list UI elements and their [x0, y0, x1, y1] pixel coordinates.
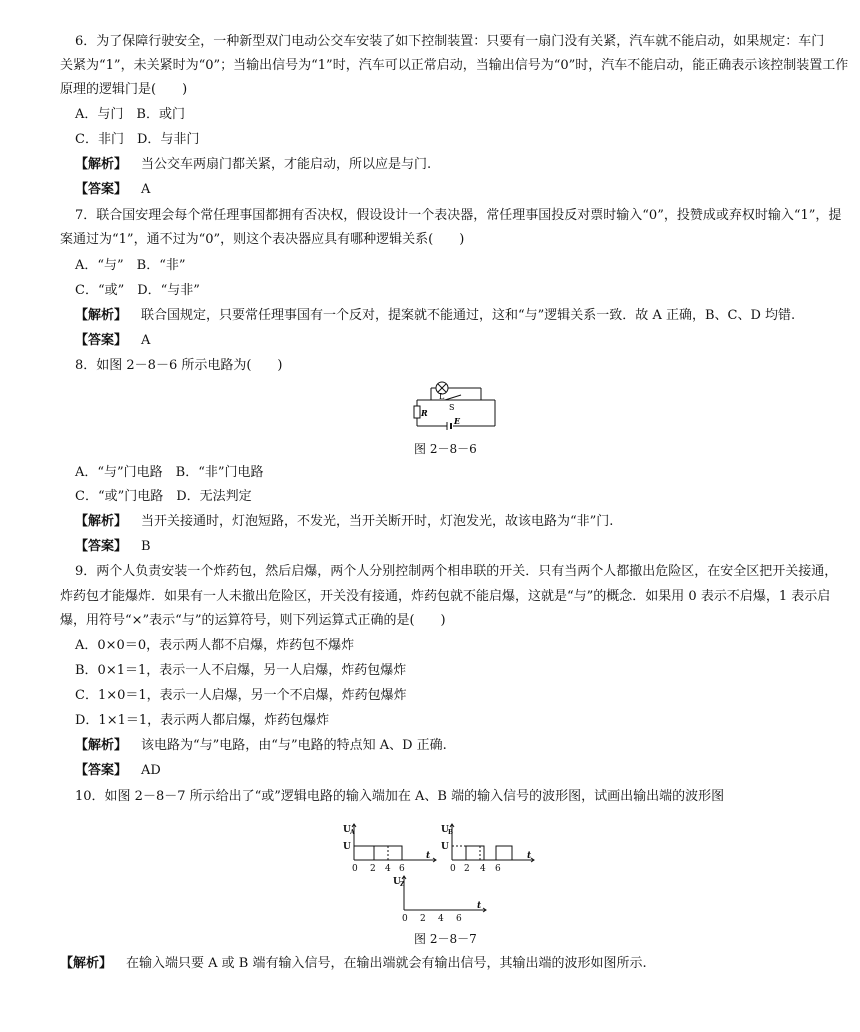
uz-tick-2: 2 [420, 914, 426, 924]
q9-line3: 爆，用符号“×”表示“与”的运算符号，则下列运算式正确的是( ) [60, 613, 446, 628]
q8-analysis [75, 510, 845, 534]
q9-answer [75, 759, 845, 783]
q7-line2: 案通过为“1”，通不过为“0”，则这个表决器应具有哪种逻辑关系( ) [60, 232, 465, 247]
q8-line1: 8．如图 2－8－6 所示电路为( ) [75, 358, 283, 373]
q9-option-c: C．1×0＝1，表示一人启爆，另一个不启爆，炸药包爆炸 [75, 688, 407, 703]
q7-options-cd: C．“或” D．“与非” [75, 283, 200, 298]
analysis-label: 【解析】 [60, 956, 113, 971]
uz-axis-label: U [393, 877, 401, 887]
ub-t-label: t [527, 851, 532, 861]
ub-tick-2: 2 [464, 864, 470, 874]
figure-caption-2-8-6: 图 2－8－6 [414, 442, 477, 456]
answer-label: 【答案】 [75, 763, 128, 778]
q6-options-ab: A．与门 B．或门 [75, 107, 185, 122]
uz-tick-0: 0 [402, 914, 408, 924]
uz-t-label: t [477, 901, 482, 911]
q7-analysis-text: 联合国规定，只要常任理事国有一个反对，提案就不能通过，这和“与”逻辑关系一致．故 A 正确，B、C、D 均错. [141, 308, 796, 323]
q10-analysis-text: 在输入端只要 A 或 B 端有输入信号，在输出端就会有输出信号，其输出端的波形如图所示. [126, 956, 647, 971]
q7-answer-text: A [141, 333, 151, 348]
switch-label: S [449, 403, 455, 412]
q8-options-ab: A．“与”门电路 B．“非”门电路 [75, 465, 264, 480]
q7-line1: 7．联合国安理会每个常任理事国都拥有否决权，假设设计一个表决器，常任理事国投反对票时输入“0”，投赞成或弃权时输入“1”，提 [75, 208, 842, 223]
uz-axis-subscript: Z [400, 881, 405, 888]
q6-line1: 6．为了保障行驶安全，一种新型双门电动公交车安装了如下控制装置：只要有一扇门没有关紧，汽车就不能启动，如果规定：车门 [75, 34, 825, 49]
q7-options-ab: A．“与” B．“非” [75, 258, 186, 273]
answer-label: 【答案】 [75, 333, 128, 348]
ua-tick-0: 0 [352, 864, 358, 874]
ub-tick-0: 0 [450, 864, 456, 874]
q8-analysis-text: 当开关接通时，灯泡短路，不发光，当开关断开时，灯泡发光，故该电路为“非”门. [141, 514, 614, 529]
q8-options-cd: C．“或”门电路 D．无法判定 [75, 489, 252, 504]
resistor-label: R [421, 408, 428, 418]
uz-tick-6: 6 [456, 914, 462, 924]
ub-tick-4: 4 [480, 864, 486, 874]
q9-line1: 9．两个人负责安装一个炸药包，然后启爆，两个人分别控制两个相串联的开关．只有当两个人都撤出危险区，在安全区把开关接通， [75, 564, 838, 579]
figure-caption-2-8-7: 图 2－8－7 [414, 932, 477, 946]
q9-option-d: D．1×1＝1，表示两人都启爆，炸药包爆炸 [75, 713, 330, 728]
ub-axis-label: U [441, 825, 449, 835]
q9-analysis [75, 734, 845, 758]
q6-answer-text: A [141, 182, 151, 197]
ua-tick-4: 4 [385, 864, 391, 874]
ua-axis-label: U [343, 825, 351, 835]
ua-t-label: t [426, 851, 431, 861]
ub-axis-subscript: B [448, 829, 454, 836]
q6-analysis-text: 当公交车两扇门都关紧，才能启动，所以应是与门. [141, 157, 432, 172]
q6-answer [75, 178, 845, 202]
q7-analysis [75, 304, 845, 328]
circuit-figure [405, 378, 505, 436]
q8-answer-text: B [141, 539, 151, 554]
q10-line1: 10．如图 2－8－7 所示给出了“或”逻辑电路的输入端加在 A、B 端的输入信号的波形图，试画出输出端的波形图 [75, 789, 725, 804]
q6-options-cd: C．非门 D．与非门 [75, 132, 200, 147]
q6-analysis [75, 153, 845, 177]
q6-line3: 原理的逻辑门是( ) [60, 82, 188, 97]
q8-answer [75, 535, 845, 559]
analysis-label: 【解析】 [75, 157, 128, 172]
q10-analysis [60, 952, 830, 976]
answer-label: 【答案】 [75, 539, 128, 554]
q9-analysis-text: 该电路为“与”电路，由“与”电路的特点知 A、D 正确. [141, 738, 447, 753]
answer-label: 【答案】 [75, 182, 128, 197]
ub-tick-6: 6 [495, 864, 501, 874]
battery-label: E [454, 416, 461, 426]
ua-axis-subscript: A [350, 829, 355, 836]
analysis-label: 【解析】 [75, 738, 128, 753]
analysis-label: 【解析】 [75, 308, 128, 323]
waveform-figure [340, 818, 540, 924]
q7-answer [75, 329, 845, 353]
ua-level-label: U [343, 842, 351, 852]
q9-option-b: B．0×1＝1，表示一人不启爆，另一人启爆，炸药包爆炸 [75, 663, 407, 678]
analysis-label: 【解析】 [75, 514, 128, 529]
q9-answer-text: AD [141, 763, 161, 778]
q6-line2: 关紧为“1”，未关紧时为“0”；当输出信号为“1”时，汽车可以正常启动，当输出信号为“0”时，汽车不能启动，能正确表示该控制装置工作 [60, 58, 849, 73]
q9-option-a: A．0×0＝0，表示两人都不启爆，炸药包不爆炸 [75, 638, 355, 653]
ub-level-label: U [441, 842, 449, 852]
ua-tick-2: 2 [370, 864, 376, 874]
lamp-label: L [439, 392, 445, 401]
ua-tick-6: 6 [399, 864, 405, 874]
uz-tick-4: 4 [438, 914, 444, 924]
q9-line2: 炸药包才能爆炸．如果有一人未撤出危险区，开关没有接通，炸药包就不能启爆，这就是“与”的概念．如果用 0 表示不启爆，1 表示启 [60, 589, 831, 604]
